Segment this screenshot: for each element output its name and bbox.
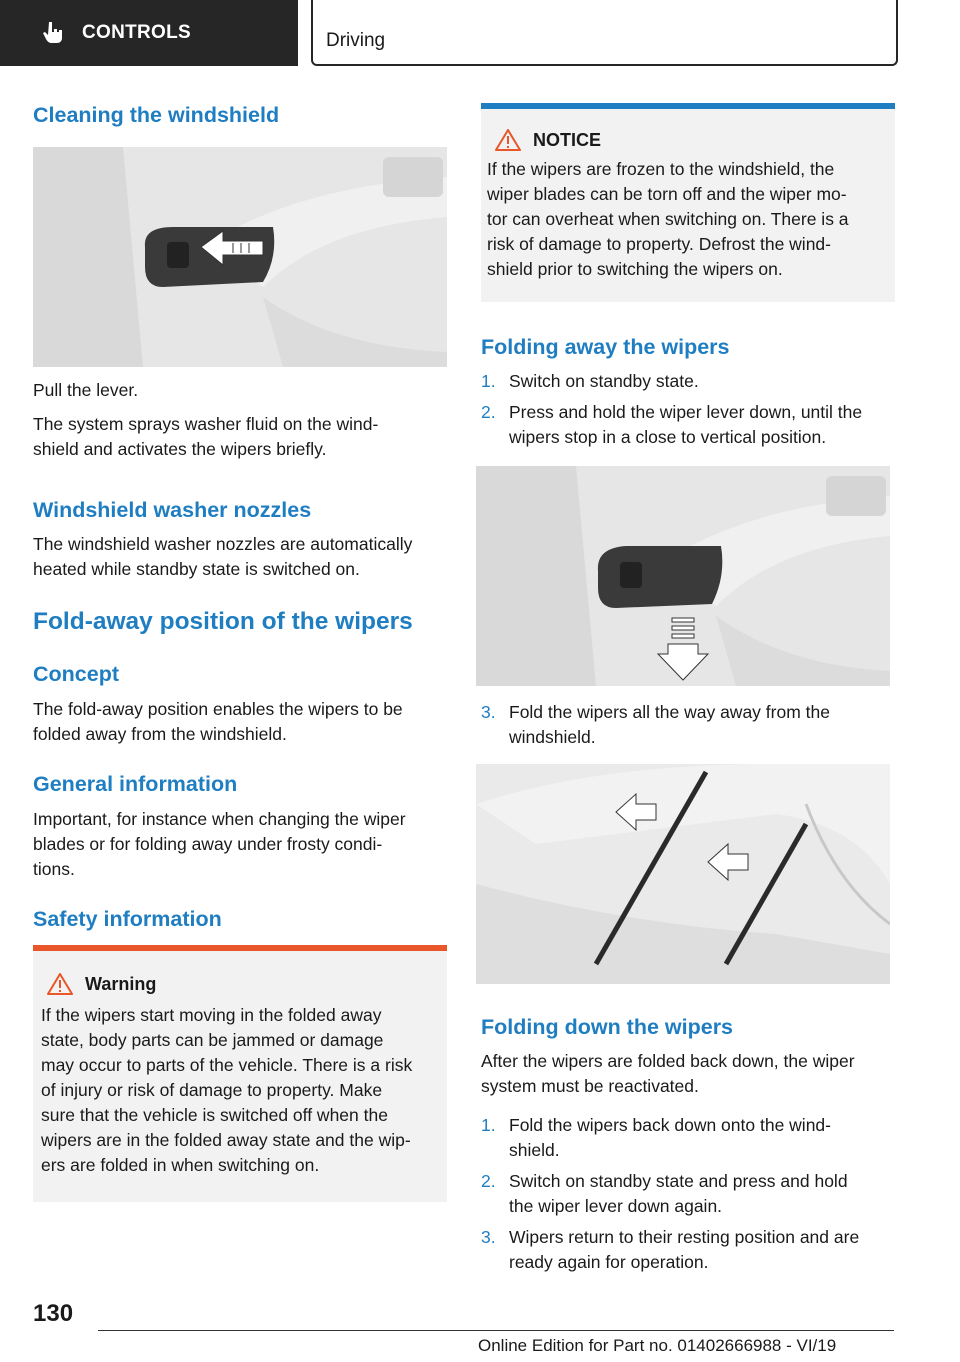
list-item <box>481 1113 901 1163</box>
nozzles-text-2: heated while standby state is switched on. <box>33 559 360 579</box>
notice-line: shield prior to switching the wipers on. <box>487 259 783 279</box>
list-item <box>481 400 901 450</box>
step-text: Switch on standby state and press and hold <box>509 1171 848 1191</box>
step-number: 3. <box>481 702 496 722</box>
step-number: 1. <box>481 1115 496 1135</box>
page-number: 130 <box>33 1300 74 1327</box>
list-item <box>481 1225 901 1275</box>
nozzles-text-1: The windshield washer nozzles are automatically <box>33 534 413 554</box>
warning-line: sure that the vehicle is switched off when the <box>41 1105 388 1125</box>
safety-title: Safety information <box>33 907 222 931</box>
notice-line: tor can overheat when switching on. There is a <box>487 209 849 229</box>
warning-line: state, body parts can be jammed or damage <box>41 1030 384 1050</box>
folding-down-title: Folding down the wipers <box>481 1015 734 1039</box>
pointing-hand-icon <box>42 21 64 45</box>
general-title: General information <box>33 772 238 796</box>
step-text: Fold the wipers back down onto the wind- <box>509 1115 831 1135</box>
concept-text-1: The fold-away position enables the wipers to be <box>33 699 403 719</box>
cleaning-text-2b: shield and activates the wipers briefly. <box>33 439 327 459</box>
down-text-1: After the wipers are folded back down, the wiper <box>481 1051 855 1071</box>
steps-away-list <box>481 369 901 456</box>
notice-title: NOTICE <box>533 129 602 150</box>
chapter-label: CONTROLS <box>82 22 192 43</box>
cleaning-title: Cleaning the windshield <box>33 103 280 127</box>
step-text-cont: wipers stop in a close to vertical position. <box>509 427 827 447</box>
chapter-tab[interactable] <box>0 0 298 66</box>
step-text: Press and hold the wiper lever down, until the <box>509 402 863 422</box>
step-text-cont: windshield. <box>509 727 596 747</box>
step-number: 1. <box>481 371 496 391</box>
concept-text-2: folded away from the windshield. <box>33 724 287 744</box>
step-text: Fold the wipers all the way away from the <box>509 702 830 722</box>
nozzles-title: Windshield washer nozzles <box>33 498 312 522</box>
steps-down-list <box>481 1113 901 1281</box>
general-text-2: blades or for folding away under frosty condi- <box>33 834 383 854</box>
step-number: 2. <box>481 1171 496 1191</box>
step-text-cont: the wiper lever down again. <box>509 1196 723 1216</box>
warning-line: If the wipers start moving in the folded away <box>41 1005 382 1025</box>
warning-box <box>33 945 447 1202</box>
step-text-cont: ready again for operation. <box>509 1252 709 1272</box>
notice-line: wiper blades can be torn off and the wiper mo- <box>487 184 847 204</box>
folding-away-title: Folding away the wipers <box>481 335 730 359</box>
warning-line: wipers are in the folded away state and the wip- <box>41 1130 411 1150</box>
section-header <box>311 0 898 66</box>
notice-line: If the wipers are frozen to the windshield, the <box>487 159 835 179</box>
step-number: 2. <box>481 402 496 422</box>
warning-triangle-icon <box>47 973 73 995</box>
general-text-1: Important, for instance when changing the wiper <box>33 809 406 829</box>
cleaning-text-1: Pull the lever. <box>33 380 139 400</box>
notice-box <box>481 103 895 302</box>
step-text: Switch on standby state. <box>509 371 699 391</box>
step3-list <box>481 700 901 756</box>
list-item <box>481 700 901 750</box>
notice-triangle-icon <box>495 129 521 151</box>
warning-title: Warning <box>85 973 157 994</box>
footer-divider <box>98 1330 894 1331</box>
list-item <box>481 1169 901 1219</box>
step-text: Wipers return to their resting position and are <box>509 1227 860 1247</box>
lever-down-image <box>476 466 890 686</box>
step-text-cont: shield. <box>509 1140 560 1160</box>
notice-line: risk of damage to property. Defrost the wind- <box>487 234 831 254</box>
warning-line: may occur to parts of the vehicle. There is a risk <box>41 1055 413 1075</box>
section-label: Driving <box>326 30 386 51</box>
warning-line: ers are folded in when switching on. <box>41 1155 320 1175</box>
edition-text: Online Edition for Part no. 01402666988 - VI/19 <box>478 1336 837 1355</box>
cleaning-text-2a: The system sprays washer fluid on the wind- <box>33 414 379 434</box>
warning-line: of injury or risk of damage to property. Make <box>41 1080 383 1100</box>
step-number: 3. <box>481 1227 496 1247</box>
foldaway-title: Fold-away position of the wipers <box>33 608 413 635</box>
list-item <box>481 369 901 394</box>
wipers-folded-image <box>476 764 890 984</box>
lever-pull-image <box>33 147 447 367</box>
general-text-3: tions. <box>33 859 75 879</box>
concept-title: Concept <box>33 662 119 686</box>
down-text-2: system must be reactivated. <box>481 1076 699 1096</box>
